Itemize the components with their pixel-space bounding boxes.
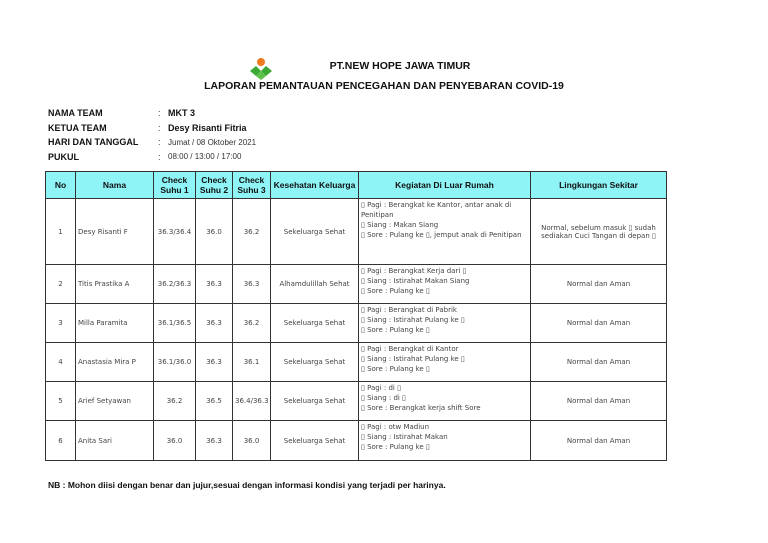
activity-siang: ▯ Siang : Istirahat Pulang ke ▯ — [361, 355, 465, 363]
cell-kesehatan: Sekeluarga Sehat — [271, 304, 359, 343]
cell-kesehatan: Sekeluarga Sehat — [271, 199, 359, 265]
activity-pagi: ▯ Pagi : di ▯ — [361, 384, 401, 392]
cell-suhu1: 36.0 — [154, 421, 196, 461]
company-name: PT.NEW HOPE JAWA TIMUR — [329, 60, 471, 72]
table-row — [46, 343, 667, 382]
col-header-kegiatan: Kegiatan Di Luar Rumah — [359, 172, 531, 199]
cell-no: 1 — [46, 199, 76, 265]
cell-kegiatan — [359, 421, 531, 461]
cell-no: 2 — [46, 265, 76, 304]
cell-suhu2: 36.3 — [196, 304, 233, 343]
cell-suhu2: 36.3 — [196, 421, 233, 461]
activity-pagi: ▯ Pagi : otw Madiun — [361, 423, 430, 431]
info-colon: : — [158, 122, 161, 133]
cell-nama: Titis Prastika A — [76, 265, 154, 304]
activity-sore: ▯ Sore : Pulang ke ▯ — [361, 365, 430, 373]
activity-pagi: ▯ Pagi : Berangkat di Kantor — [361, 345, 459, 353]
cell-suhu3: 36.4/36.3 — [233, 382, 271, 421]
cell-kesehatan: Sekeluarga Sehat — [271, 421, 359, 461]
cell-no: 5 — [46, 382, 76, 421]
col-header-suhu2: Check Suhu 2 — [196, 172, 233, 199]
cell-suhu1: 36.2 — [154, 382, 196, 421]
cell-suhu1: 36.3/36.4 — [154, 199, 196, 265]
date-value: Jumat / 08 Oktober 2021 — [168, 137, 257, 147]
team-name-value: MKT 3 — [168, 108, 195, 119]
cell-lingkungan: Normal dan Aman — [531, 382, 667, 421]
cell-suhu1: 36.1/36.5 — [154, 304, 196, 343]
table-row — [46, 382, 667, 421]
cell-nama: Milla Paramita — [76, 304, 154, 343]
info-label: KETUA TEAM — [48, 122, 107, 133]
monitoring-table — [45, 171, 667, 461]
cell-kegiatan — [359, 304, 531, 343]
info-row-time — [48, 150, 256, 165]
activity-siang: ▯ Siang : Istirahat Pulang ke ▯ — [361, 316, 465, 324]
activity-siang: ▯ Siang : di ▯ — [361, 394, 406, 402]
cell-nama: Desy Risanti F — [76, 199, 154, 265]
info-colon: : — [158, 151, 161, 162]
info-row-leader — [48, 121, 256, 136]
cell-kesehatan: Alhamdulillah Sehat — [271, 265, 359, 304]
info-colon: : — [158, 137, 161, 148]
cell-suhu2: 36.5 — [196, 382, 233, 421]
cell-suhu3: 36.1 — [233, 343, 271, 382]
cell-suhu3: 36.2 — [233, 199, 271, 265]
info-label: NAMA TEAM — [48, 108, 103, 119]
cell-suhu3: 36.0 — [233, 421, 271, 461]
info-row-date — [48, 135, 256, 150]
footnote: NB : Mohon diisi dengan benar dan jujur,sesuai dengan informasi kondisi yang terjadi per harinya. — [48, 480, 446, 490]
cell-lingkungan: Normal dan Aman — [531, 421, 667, 461]
cell-kegiatan — [359, 343, 531, 382]
table-row — [46, 199, 667, 265]
cell-kegiatan — [359, 265, 531, 304]
activity-sore: ▯ Sore : Pulang ke ▯ — [361, 326, 430, 334]
cell-no: 4 — [46, 343, 76, 382]
cell-no: 6 — [46, 421, 76, 461]
cell-lingkungan: Normal, sebelum masuk ▯ sudah sediakan Cuci Tangan di depan ▯ — [531, 199, 667, 265]
cell-nama: Anastasia Mira P — [76, 343, 154, 382]
col-header-lingkungan: Lingkungan Sekitar — [531, 172, 667, 199]
cell-suhu3: 36.2 — [233, 304, 271, 343]
cell-lingkungan: Normal dan Aman — [531, 304, 667, 343]
activity-siang: ▯ Siang : Makan Siang — [361, 221, 439, 229]
cell-suhu2: 36.3 — [196, 343, 233, 382]
cell-kesehatan: Sekeluarga Sehat — [271, 343, 359, 382]
cell-nama: Anita Sari — [76, 421, 154, 461]
activity-siang: ▯ Siang : Istirahat Makan — [361, 433, 448, 441]
info-label: HARI DAN TANGGAL — [48, 137, 139, 148]
cell-no: 3 — [46, 304, 76, 343]
table-header-row — [46, 172, 667, 199]
cell-suhu3: 36.3 — [233, 265, 271, 304]
table-row — [46, 421, 667, 461]
cell-suhu1: 36.2/36.3 — [154, 265, 196, 304]
time-value: 08:00 / 13:00 / 17:00 — [168, 152, 242, 162]
cell-lingkungan: Normal dan Aman — [531, 343, 667, 382]
col-header-kesehatan: Kesehatan Keluarga — [271, 172, 359, 199]
team-info — [48, 106, 256, 164]
activity-sore: ▯ Sore : Pulang ke ▯ — [361, 287, 430, 295]
info-row-team — [48, 106, 256, 121]
team-leader-value: Desy Risanti Fitria — [168, 122, 247, 133]
activity-pagi: ▯ Pagi : Berangkat di Pabrik — [361, 306, 457, 314]
cell-kegiatan — [359, 382, 531, 421]
activity-sore: ▯ Sore : Pulang ke ▯, jemput anak di Penitipan — [361, 231, 522, 239]
col-header-no: No — [46, 172, 76, 199]
table-row — [46, 265, 667, 304]
cell-kegiatan — [359, 199, 531, 265]
col-header-nama: Nama — [76, 172, 154, 199]
cell-suhu2: 36.3 — [196, 265, 233, 304]
cell-suhu1: 36.1/36.0 — [154, 343, 196, 382]
cell-nama: Arief Setyawan — [76, 382, 154, 421]
info-colon: : — [158, 108, 161, 119]
cell-suhu2: 36.0 — [196, 199, 233, 265]
col-header-suhu1: Check Suhu 1 — [154, 172, 196, 199]
report-title: LAPORAN PEMANTAUAN PENCEGAHAN DAN PENYEBARAN COVID-19 — [204, 80, 564, 92]
info-label: PUKUL — [48, 151, 79, 162]
activity-sore: ▯ Sore : Pulang ke ▯ — [361, 443, 430, 451]
cell-lingkungan: Normal dan Aman — [531, 265, 667, 304]
table-row — [46, 304, 667, 343]
activity-pagi: ▯ Pagi : Berangkat Kerja dari ▯ — [361, 267, 467, 275]
col-header-suhu3: Check Suhu 3 — [233, 172, 271, 199]
activity-sore: ▯ Sore : Berangkat kerja shift Sore — [361, 404, 481, 412]
activity-siang: ▯ Siang : Istirahat Makan Siang — [361, 277, 470, 285]
cell-kesehatan: Sekeluarga Sehat — [271, 382, 359, 421]
activity-pagi: ▯ Pagi : Berangkat ke Kantor, antar anak di Penitipan — [361, 201, 512, 219]
